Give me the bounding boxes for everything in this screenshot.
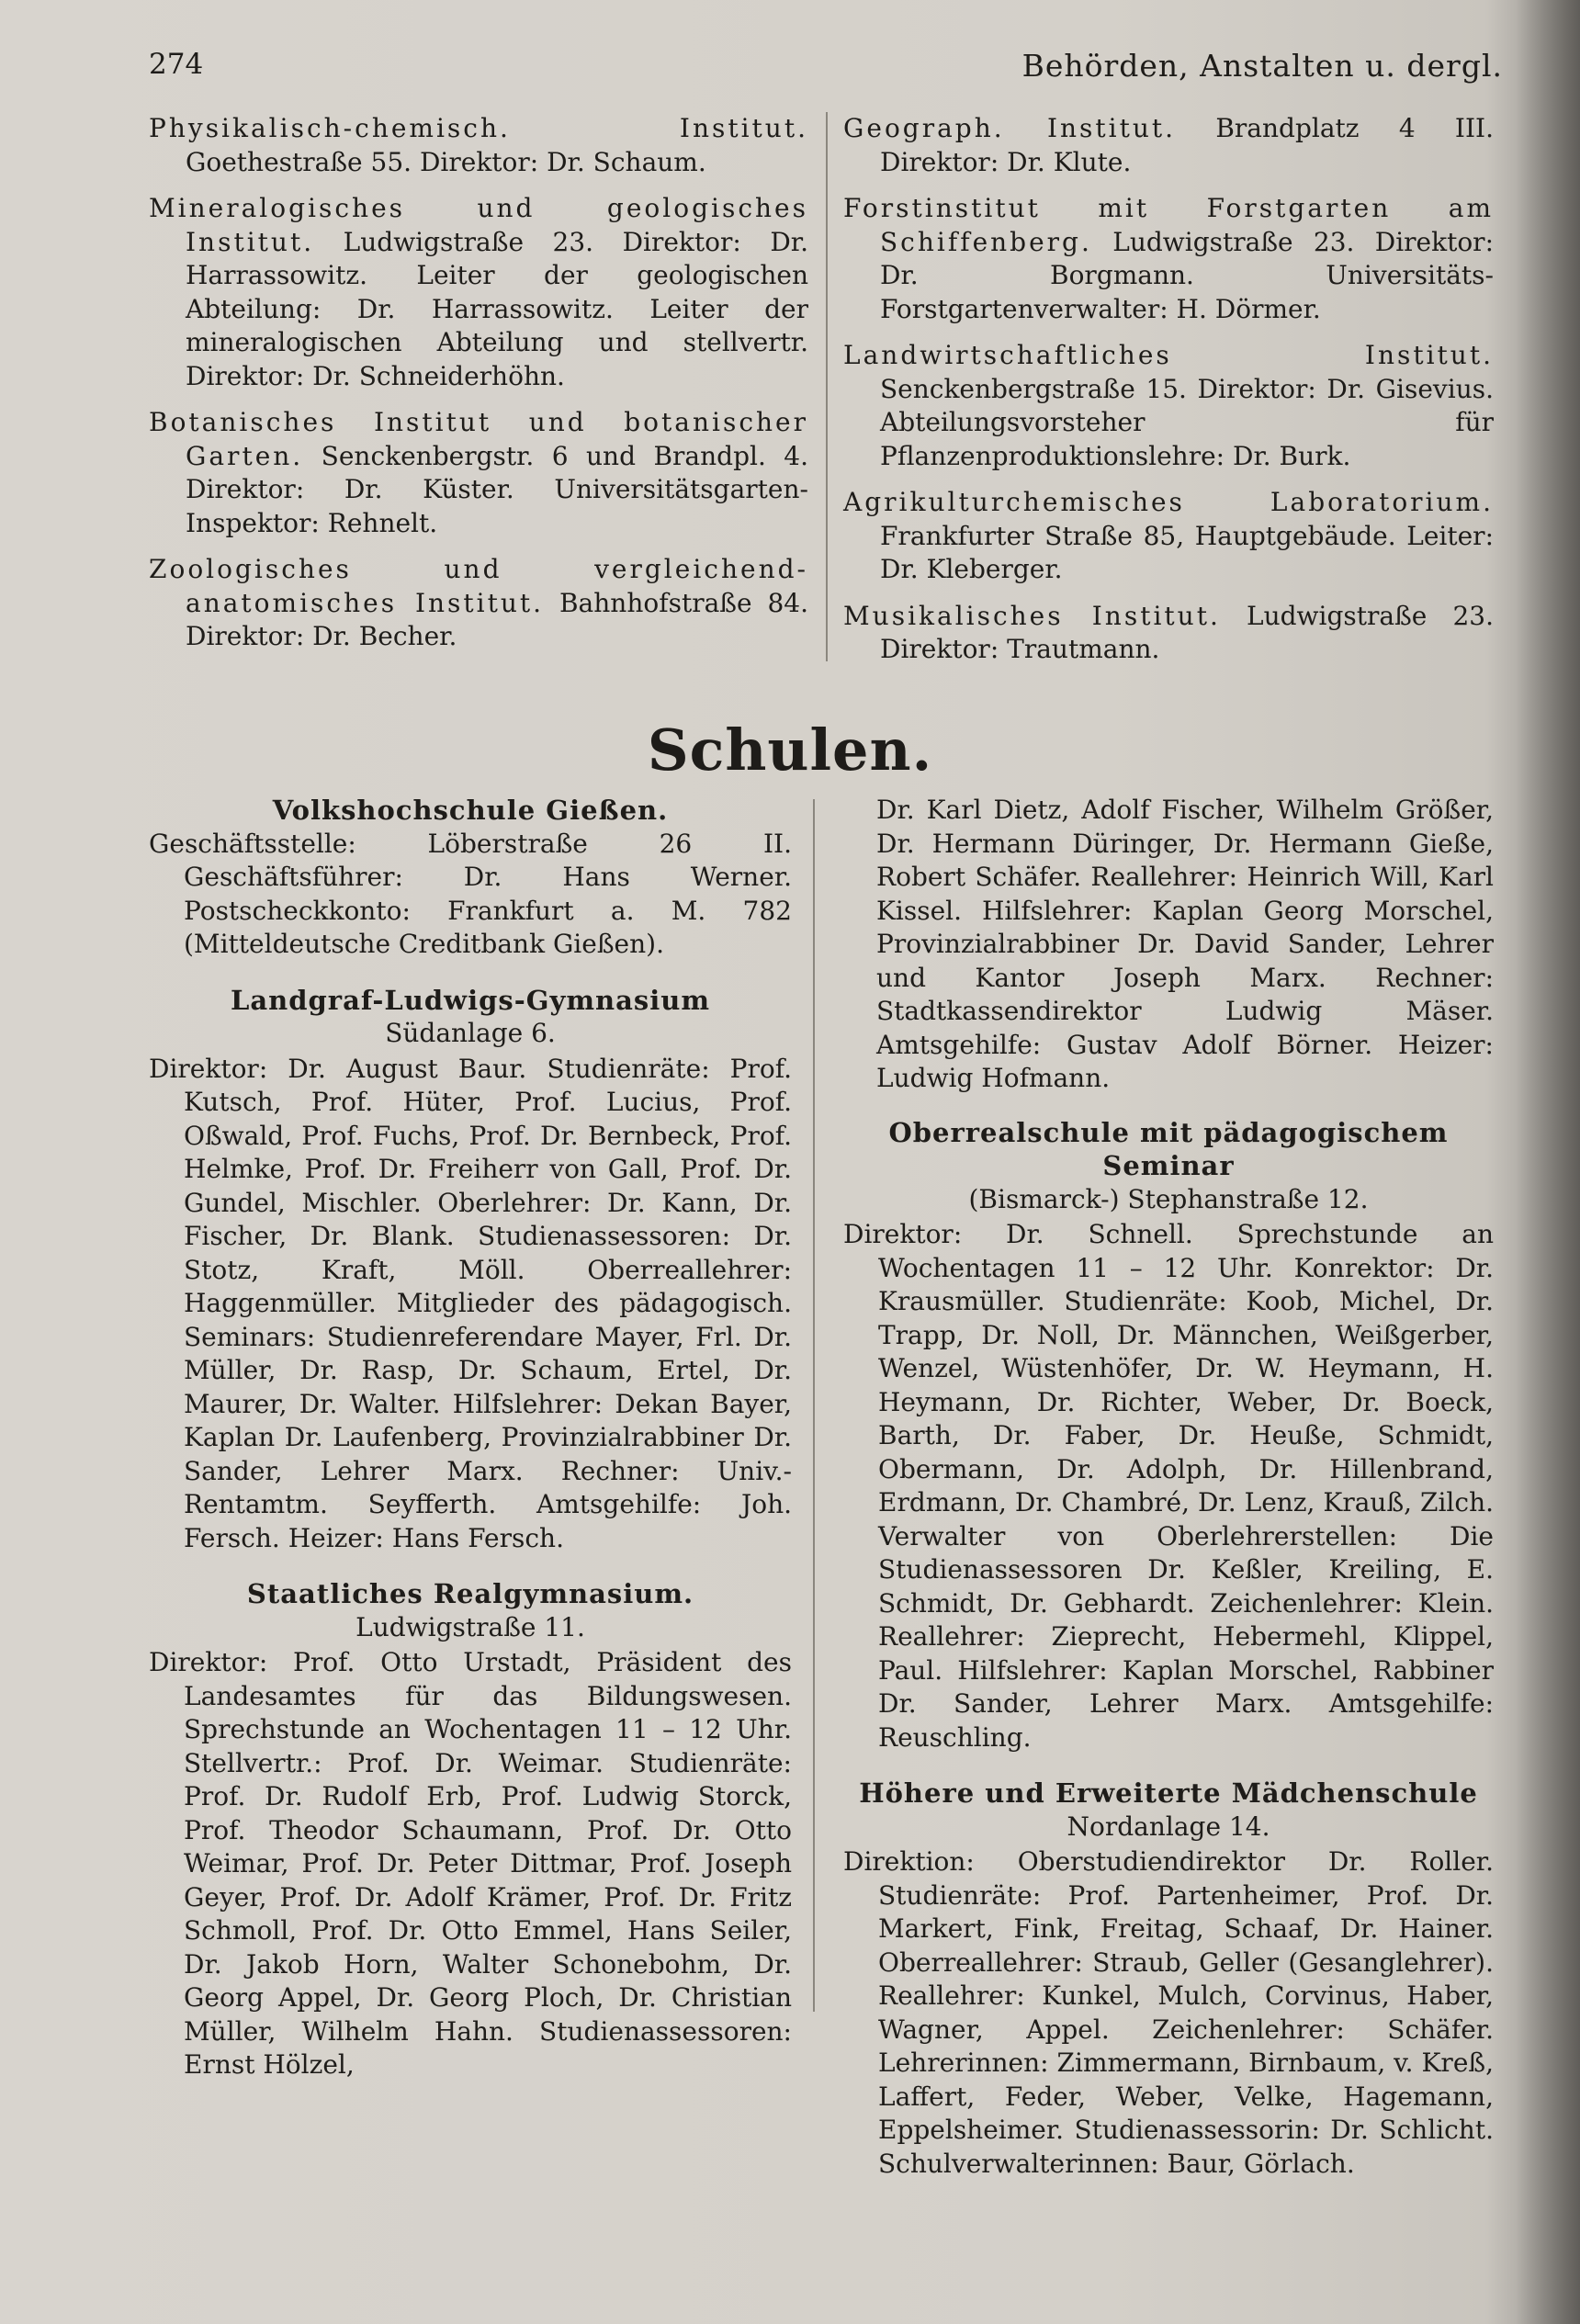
page-header — [149, 48, 1508, 94]
institute-entry — [149, 192, 808, 393]
institute-entry — [149, 553, 808, 654]
school-address-oberrealschule: (Bismarck-) Stephanstraße 12. — [968, 1183, 1369, 1214]
institute-name: Landwirtschaftliches Institut. — [843, 340, 1494, 370]
school-text-realgymnasium-continued: Dr. Karl Dietz, Adolf Fischer, Wilhelm Größer, Dr. Hermann Düringer, Dr. Hermann Gieße, Robert Schäfer. Reallehrer: Heinrich Will, Karl Kissel. Hilfslehrer: Kaplan Georg Morschel, Provinzialrabbiner Dr. David Sander, Lehrer und Kantor Joseph Marx. Rechner: Stadtkassendirektor Ludwig Mäser. Amtsgehilfe: Gustav Adolf Börner. Heizer: Ludwig Hofmann. — [876, 795, 1494, 1093]
institute-name: Botanisches Institut und botanischer Garten. — [149, 407, 808, 471]
institute-entry — [843, 339, 1494, 473]
institute-name: Mineralogisches und geologisches Institut. — [149, 193, 808, 257]
school-title-realgymnasium: Staatliches Realgymnasium. — [246, 1578, 694, 1609]
institute-name: Zoologisches und vergleichend-anatomisches Institut. — [149, 554, 808, 618]
institute-text: Senckenbergstraße 15. Direktor: Dr. Gisevius. Abteilungsvorsteher für Pflanzenproduktionslehre: Dr. Burk. — [880, 373, 1494, 471]
institutes-right-column — [843, 112, 1494, 680]
institute-text: Senckenbergstr. 6 und Brandpl. 4. Direktor: Dr. Küster. Universitätsgarten-Inspektor: Rehnelt. — [186, 440, 809, 538]
institute-entry — [843, 600, 1494, 667]
institute-name: Forstinstitut mit Forstgarten am Schiffenberg. — [843, 193, 1494, 257]
schools-right-column — [843, 794, 1494, 2203]
school-text-volkshochschule: Geschäftsstelle: Löberstraße 26 II. Geschäftsführer: Dr. Hans Werner. Postscheckkonto: Frankfurt a. M. 782 (Mitteldeutsche Creditbank Gießen). — [149, 828, 792, 959]
institute-entry — [843, 486, 1494, 587]
institutes-left-column — [149, 112, 808, 667]
running-head: Behörden, Anstalten u. dergl. — [1021, 48, 1503, 84]
school-title-volkshochschule: Volkshochschule Gießen. — [272, 795, 669, 826]
school-title-gymnasium: Landgraf-Ludwigs-Gymnasium — [230, 984, 711, 1016]
institute-name: Geograph. Institut. — [843, 113, 1177, 143]
school-text-realgymnasium: Direktor: Prof. Otto Urstadt, Präsident des Landesamtes für das Bildungswesen. Sprechstunde an Wochentagen 11 – 12 Uhr. Stellvertr.: Prof. Dr. Weimar. Studienräte: Prof. Dr. Rudolf Erb, Prof. Ludwig Storck, Prof. Theodor Schaumann, Prof. Dr. Otto Weimar, Prof. Dr. Peter Dittmar, Prof. Joseph Geyer, Prof. Dr. Adolf Krämer, Prof. Dr. Fritz Schmoll, Prof. Dr. Otto Emmel, Hans Seiler, Dr. Jakob Horn, Walter Schonebohm, Dr. Georg Appel, Dr. Georg Ploch, Dr. Christian Müller, Wilhelm Hahn. Studienassessoren: Ernst Hölzel, — [149, 1647, 792, 2080]
section-title: Schulen. — [647, 716, 933, 784]
column-divider — [826, 112, 828, 661]
institute-entry — [843, 112, 1494, 179]
school-title-oberrealschule: Oberrealschule mit pädagogischem Seminar — [888, 1116, 1449, 1181]
institute-entry — [149, 406, 808, 540]
school-text-oberrealschule: Direktor: Dr. Schnell. Sprechstunde an Wochentagen 11 – 12 Uhr. Konrektor: Dr. Krausmüller. Studienräte: Koob, Michel, Dr. Trapp, Dr. Noll, Dr. Männchen, Weißgerber, Wenzel, Wüstenhöfer, Dr. W. Heymann, H. Heymann, Dr. Richter, Weber, Dr. Boeck, Barth, Dr. Faber, Dr. Heuße, Schmidt, Obermann, Dr. Adolph, Dr. Hillenbrand, Erdmann, Dr. Chambré, Dr. Lenz, Krauß, Zilch. Verwalter von Oberlehrerstellen: Die Studienassessoren Dr. Keßler, Kreiling, E. Schmidt, Dr. Gebhardt. Zeichenlehrer: Klein. Reallehrer: Zieprecht, Hebermehl, Klippel, Paul. Hilfslehrer: Kaplan Morschel, Rabbiner Dr. Sander, Lehrer Marx. Amtsgehilfe: Reuschling. — [843, 1219, 1494, 1753]
institute-text: Bahnhofstraße 84. Direktor: Dr. Becher. — [186, 587, 808, 651]
page-number: 274 — [149, 48, 204, 81]
school-title-maedchenschule: Höhere und Erweiterte Mädchenschule — [859, 1777, 1478, 1809]
school-address-maedchenschule: Nordanlage 14. — [1066, 1811, 1270, 1842]
institute-entry — [843, 192, 1494, 326]
institute-name: Physikalisch-chemisch. Institut. — [149, 113, 808, 143]
institute-text: Frankfurter Straße 85, Hauptgebäude. Leiter: Dr. Kleberger. — [880, 520, 1494, 584]
schools-left-column — [149, 794, 792, 2104]
institute-text: Ludwigstraße 23. Direktor: Dr. Borgmann. Universitäts-Forstgartenverwalter: H. Dörmer. — [880, 226, 1495, 324]
institute-text: Ludwigstraße 23. Direktor: Dr. Harrassowitz. Leiter der geologischen Abteilung: Dr. Harrassowitz. Leiter der mineralogischen Abteilung und stellvertr. Direktor: Dr. Schneiderhöhn. — [186, 226, 809, 391]
institute-text: Goethestraße 55. Direktor: Dr. Schaum. — [186, 146, 706, 177]
institute-name: Musikalisches Institut. — [843, 600, 1221, 631]
school-text-gymnasium: Direktor: Dr. August Baur. Studienräte: Prof. Kutsch, Prof. Hüter, Prof. Lucius, Prof. Oßwald, Prof. Fuchs, Prof. Dr. Bernbeck, Prof. Helmke, Prof. Dr. Freiherr von Gall, Prof. Dr. Gundel, Mischler. Oberlehrer: Dr. Kann, Dr. Fischer, Dr. Blank. Studienassessoren: Dr. Stotz, Kraft, Möll. Oberreallehrer: Haggenmüller. Mitglieder des pädagogisch. Seminars: Studienreferendare Mayer, Frl. Dr. Müller, Dr. Rasp, Dr. Schaum, Ertel, Dr. Maurer, Dr. Walter. Hilfslehrer: Dekan Bayer, Kaplan Dr. Laufenberg, Provinzialrabbiner Dr. Sander, Lehrer Marx. Rechner: Univ.-Rentamtm. Seyfferth. Amtsgehilfe: Joh. Fersch. Heizer: Hans Fersch. — [149, 1053, 792, 1553]
institute-text: Ludwigstraße 23. Direktor: Trautmann. — [880, 600, 1494, 664]
column-divider — [813, 799, 815, 2012]
institute-text: Brandplatz 4 III. Direktor: Dr. Klute. — [880, 113, 1494, 177]
institute-name: Agrikulturchemisches Laboratorium. — [843, 487, 1494, 517]
school-address-gymnasium: Südanlage 6. — [385, 1018, 556, 1048]
school-address-realgymnasium: Ludwigstraße 11. — [356, 1611, 585, 1642]
institute-entry — [149, 112, 808, 179]
spine-shadow — [1516, 0, 1580, 2324]
school-text-maedchenschule: Direktion: Oberstudiendirektor Dr. Roller. Studienräte: Prof. Partenheimer, Prof. Dr. Markert, Fink, Freitag, Schaaf, Dr. Hainer. Oberreallehrer: Straub, Geller (Gesanglehrer). Reallehrer: Kunkel, Mulch, Corvinus, Haber, Wagner, Appel. Zeichenlehrer: Schäfer. Lehrerinnen: Zimmermann, Birnbaum, v. Kreß, Laffert, Feder, Weber, Velke, Hagemann, Eppelsheimer. Studienassessorin: Dr. Schlicht. Schulverwalterinnen: Baur, Görlach. — [843, 1846, 1494, 2179]
